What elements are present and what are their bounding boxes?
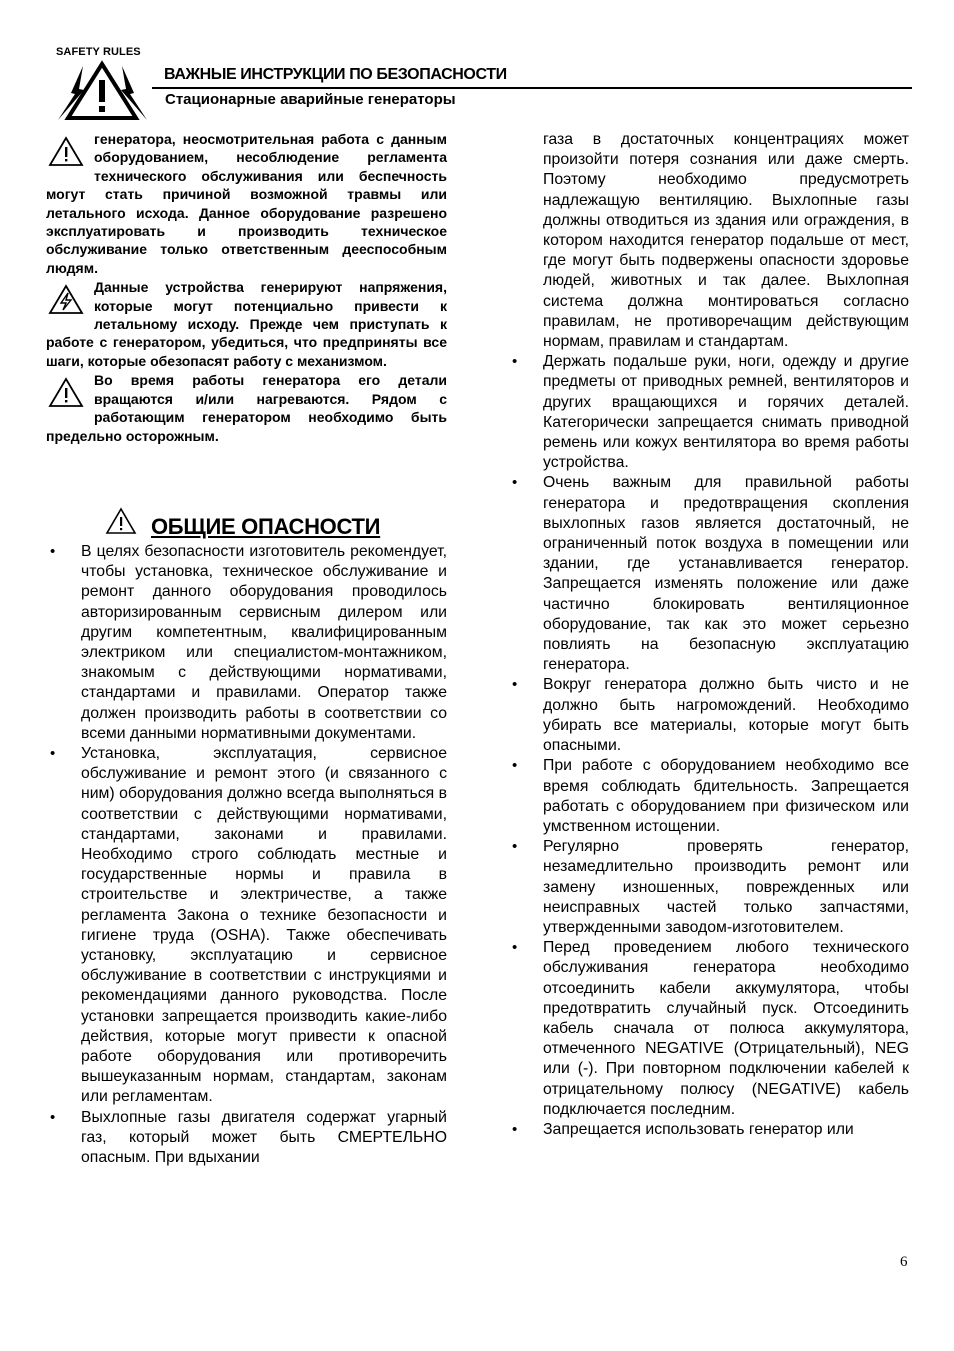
warning-text: генератора, неосмотрительная работа с данным оборудованием, несоблюдение регламента технического обслуживания или беспечность могут стать причиной возможной травмы или летального исхода. Данное оборудование разрешено эксплуатировать и производить техническое обслуживание только ответственным дееспособным людям. xyxy=(46,131,447,276)
bullet-icon: • xyxy=(512,474,518,492)
list-item xyxy=(508,756,909,837)
continued-paragraph: газа в достаточных концентрациях может произойти потеря сознания или даже смерть. Поэтому необходимо предусмотреть надлежащую вентиляцию. Выхлопные газы должны отводиться из здания или ограждения, в котором находится генератор подальше от мест, где могут быть подвержены опасности здоровье людей, животных и так далее. Выхлопная система должна монтироваться согласно правилам, не противоречащим действующим нормам, правилам и стандартам. xyxy=(543,131,909,351)
list-item-text: В целях безопасности изготовитель рекомендует, чтобы установка, техническое обслуживание и ремонт данного оборудования проводилось авторизированным сервисным дилером или другим компетентным, квалифицированным электриком или специалистом-монтажником, знакомым с действующими нормативами, стандартами и правилами. Оператор также должен производить работы в соответствии со всеми данными нормативными документами. xyxy=(81,543,447,742)
right-column xyxy=(510,130,909,1140)
list-item-text: Перед проведением любого технического обслуживания генератора необходимо отсоединить кабели аккумулятора, чтобы предотвратить случайный пуск. Отсоединить кабель сначала от полюса аккумулятора, отмеченного NEGATIVE (Отрицательный), NEG или (-). При повторном подключении кабелей к отрицательному полюсу (NEGATIVE) кабель подключается последним. xyxy=(543,939,909,1118)
warning-triangle-icon xyxy=(46,134,86,170)
bullet-icon: • xyxy=(512,1120,518,1138)
list-item-text: Установка, эксплуатация, сервисное обслуживание и ремонт этого (и связанного с ним) оборудования должно всегда выполняться в соответствии с действующими нормативами, стандартами, законами и правилами. Необходимо строго соблюдать местные и государственные нормы и правила в строительстве и электричестве, а также регламента Закона о технике безопасности и гигиене труда (OSHA). Также обеспечивать установку, эксплуатацию и сервисное обслуживание в соответствии с инструкциями и рекомендациями данного руководства. После установки запрещается производить какие-либо действия, которые могут привести к опасной работе оборудования или противоречить вышеуказанным нормам, стандартам, законам или регламентам. xyxy=(81,745,447,1106)
list-item xyxy=(508,352,909,473)
list-item-text: При работе с оборудованием необходимо все время соблюдать бдительность. Запрещается работать с оборудованием при физическом или умственном истощении. xyxy=(543,757,909,835)
left-bullet-list xyxy=(46,542,447,1168)
list-item xyxy=(508,938,909,1120)
list-item-text: Очень важным для правильной работы генератора и предотвращения скопления выхлопных газов является достаточный, не ограниченный поток воздуха в помещении или здании, где устанавливается генератор. Запрещается изменять положение или даже частично блокировать вентиляционное оборудование, так как это может серьезно повлиять на безопасную эксплуатацию генератора. xyxy=(543,474,909,674)
page-number: 6 xyxy=(900,1254,908,1270)
electric-hazard-icon xyxy=(46,282,86,318)
list-item-text: Запрещается использовать генератор или xyxy=(543,1120,854,1138)
bullet-icon: • xyxy=(512,838,518,856)
safety-rules-label: SAFETY RULES xyxy=(56,46,141,58)
list-item-text: Выхлопные газы двигателя содержат угарный газ, который может быть СМЕРТЕЛЬНО опасным. При вдыхании xyxy=(81,1108,447,1167)
page-subtitle: Стационарные аварийные генераторы xyxy=(165,91,456,108)
list-item xyxy=(46,744,447,1108)
list-item-text: Держать подальше руки, ноги, одежду и другие предметы от приводных ремней, вентиляторов и других вращающихся и горячих деталей. Категорически запрещается снимать приводной ремень или кожух вентилятора во время работы устройства. xyxy=(543,353,909,472)
list-item-text: Вокруг генератора должно быть чисто и не должно быть нагромождений. Необходимо убирать все материалы, которые могут быть опасными. xyxy=(543,676,909,755)
left-column xyxy=(46,130,447,445)
warning-block xyxy=(46,371,447,445)
list-item xyxy=(46,542,447,744)
list-item xyxy=(508,675,909,756)
list-item xyxy=(508,837,909,938)
warning-text: Во время работы генератора его детали вращаются и/или нагреваются. Рядом с работающим генератором необходимо быть предельно осторожным. xyxy=(46,372,447,444)
bullet-icon: • xyxy=(512,757,518,775)
warning-block xyxy=(46,130,447,277)
bullet-icon: • xyxy=(512,353,518,371)
bullet-icon: • xyxy=(50,745,56,763)
list-item-text: Регулярно проверять генератор, незамедлительно производить ремонт или замену изношенных, поврежденных или неисправных частей только запчастями, утвержденными заводом-изготовителем. xyxy=(543,838,909,936)
warning-block xyxy=(46,278,447,370)
header-divider xyxy=(152,87,912,89)
list-item xyxy=(508,473,909,675)
list-item xyxy=(508,1120,909,1140)
right-bullet-list xyxy=(508,352,909,1140)
bullet-icon: • xyxy=(50,1108,56,1126)
bullet-icon: • xyxy=(512,939,518,957)
bullet-icon: • xyxy=(50,543,56,560)
warning-triangle-icon xyxy=(46,375,86,411)
warning-text: Данные устройства генерируют напряжения, которые могут потенциально привести к летальному исходу. Прежде чем приступать к работе с генератором, убедиться, что предприняты все шаги, которые обезопасят работу с механизмом. xyxy=(46,279,447,369)
bullet-icon: • xyxy=(512,676,518,694)
warning-triangle-icon xyxy=(105,507,137,536)
section-title: ОБЩИЕ ОПАСНОСТИ xyxy=(151,514,381,539)
list-item xyxy=(46,1108,447,1169)
section-heading xyxy=(105,507,380,540)
page-title: ВАЖНЫЕ ИНСТРУКЦИИ ПО БЕЗОПАСНОСТИ xyxy=(164,66,507,83)
